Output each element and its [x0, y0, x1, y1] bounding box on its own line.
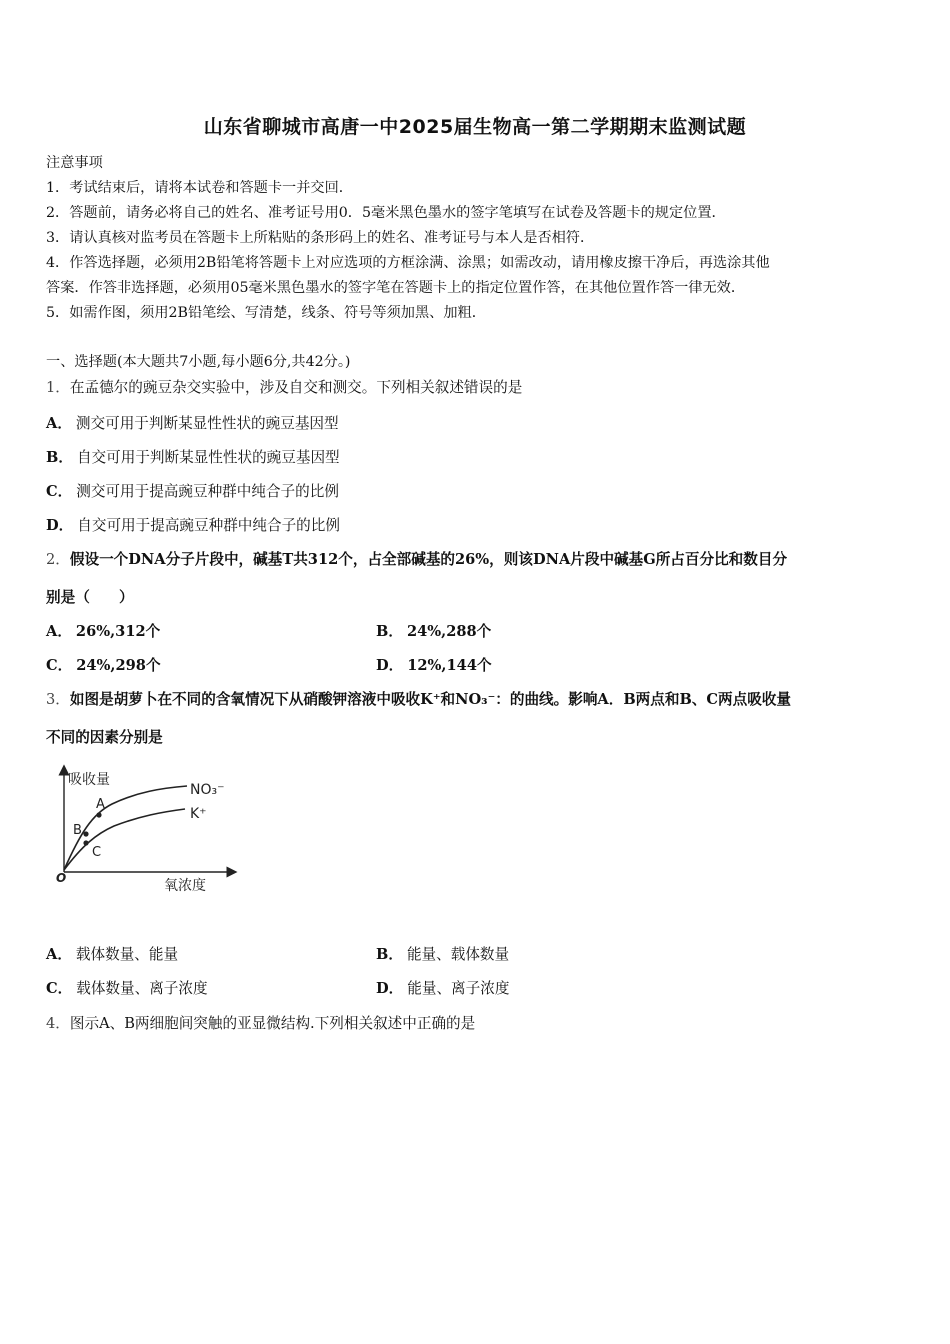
k-curve	[64, 809, 185, 870]
question-text: 图示A、B两细胞间突触的亚显微结构.下列相关叙述中正确的是	[69, 1015, 476, 1032]
notice-item: 4．作答选择题，必须用2B铅笔将答题卡上对应选项的方框涂满、涂黑；如需改动，请用橡皮擦干净后，再选涂其他	[46, 255, 770, 271]
q1-option-b[interactable]: B． 自交可用于判断某显性性状的豌豆基因型	[46, 449, 340, 466]
q2-option-d[interactable]: D． 12%,144个	[376, 657, 492, 674]
y-axis-label: 吸收量	[68, 772, 110, 788]
series-label-k: K⁺	[190, 806, 207, 822]
question-2-stem	[46, 548, 787, 569]
notice-item: 5．如需作图，须用2B铅笔绘、写清楚，线条、符号等须加黑、加粗．	[46, 305, 486, 321]
question-number: 4．	[46, 1015, 70, 1032]
point-b	[83, 831, 88, 836]
notice-item: 3．请认真核对监考员在答题卡上所粘贴的条形码上的姓名、准考证号与本人是否相符．	[46, 230, 595, 246]
q2-option-b[interactable]: B． 24%,288个	[376, 623, 492, 640]
question-text: 假设一个DNA分子片段中，碱基T共312个，占全部碱基的26%，则该DNA片段中碱基G所占百分比和数目分	[69, 551, 788, 568]
q1-option-c[interactable]: C． 测交可用于提高豌豆种群中纯合子的比例	[46, 483, 339, 500]
no3-curve	[64, 786, 187, 870]
question-2-stem-cont: 别是（ ）	[46, 589, 134, 606]
origin-label: O	[56, 871, 67, 885]
question-number: 1．	[46, 379, 70, 396]
point-c	[83, 840, 88, 845]
q3-option-c[interactable]: C． 载体数量、离子浓度	[46, 980, 208, 997]
q2-option-a[interactable]: A． 26%,312个	[46, 623, 161, 640]
question-number: 2．	[46, 551, 70, 568]
series-label-no3: NO₃⁻	[190, 782, 225, 798]
q3-option-b[interactable]: B． 能量、载体数量	[376, 946, 510, 963]
q2-option-c[interactable]: C． 24%,298个	[46, 657, 161, 674]
q3-option-d[interactable]: D． 能量、离子浓度	[376, 980, 510, 997]
figure-svg	[52, 764, 242, 898]
question-text: 如图是胡萝卜在不同的含氧情况下从硝酸钾溶液中吸收K⁺和NO₃⁻：的曲线。影响A．B两点和B、C两点吸收量	[69, 691, 791, 708]
absorption-curve-figure	[52, 764, 242, 898]
question-3-stem-cont: 不同的因素分别是	[46, 729, 163, 746]
question-text: 在孟德尔的豌豆杂交实验中，涉及自交和测交。下列相关叙述错误的是	[69, 379, 523, 396]
notice-heading: 注意事项	[46, 155, 103, 171]
point-label-b: B	[73, 823, 82, 838]
question-number: 3．	[46, 691, 70, 708]
notice-item: 2．答题前，请务必将自己的姓名、准考证号用0．5毫米黑色墨水的签字笔填写在试卷及答题卡的规定位置．	[46, 205, 726, 221]
section-heading: 一、选择题(本大题共7小题,每小题6分,共42分。)	[46, 354, 351, 370]
question-3-stem	[46, 688, 791, 709]
q3-option-a[interactable]: A． 载体数量、能量	[46, 946, 179, 963]
notice-item: 答案．作答非选择题，必须用05毫米黑色墨水的签字笔在答题卡上的指定位置作答，在其他位置作答一律无效．	[46, 280, 746, 296]
q1-option-d[interactable]: D． 自交可用于提高豌豆种群中纯合子的比例	[46, 517, 340, 534]
notice-item: 1．考试结束后，请将本试卷和答题卡一并交回．	[46, 180, 353, 196]
question-4-stem	[46, 1012, 475, 1033]
point-label-a: A	[96, 797, 105, 812]
question-1-stem	[46, 376, 522, 397]
q1-option-a[interactable]: A． 测交可用于判断某显性性状的豌豆基因型	[46, 415, 339, 432]
page-title: 山东省聊城市高唐一中2025届生物高一第二学期期末监测试题	[203, 116, 747, 138]
point-label-c: C	[92, 845, 102, 860]
x-axis-label: 氧浓度	[164, 878, 206, 894]
point-a	[96, 812, 101, 817]
